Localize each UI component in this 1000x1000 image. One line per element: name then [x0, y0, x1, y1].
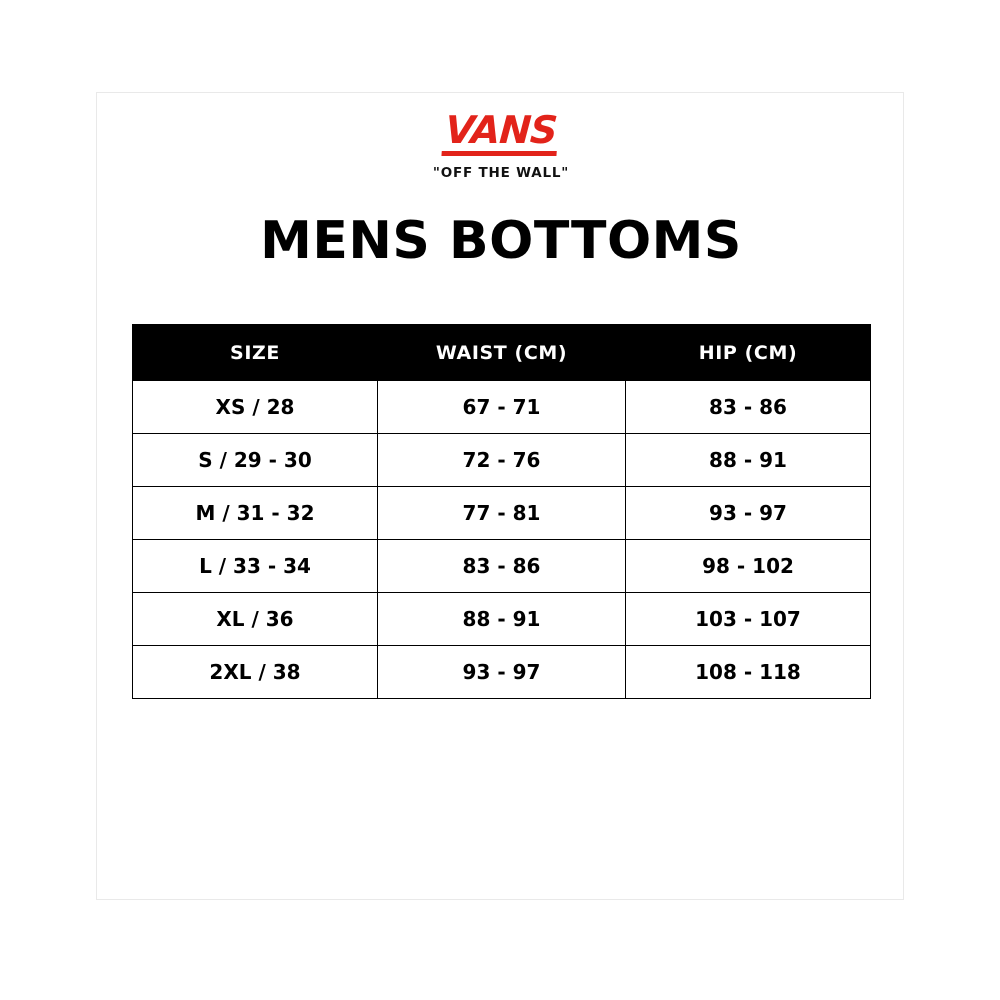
column-header-size: SIZE [133, 325, 378, 381]
brand-block [97, 108, 905, 181]
table-row [133, 434, 871, 487]
cell-waist: 72 - 76 [378, 434, 626, 487]
table-row [133, 593, 871, 646]
cell-size: L / 33 - 34 [133, 540, 378, 593]
size-table [132, 324, 871, 699]
size-chart-card [96, 92, 904, 900]
table-row [133, 487, 871, 540]
table-header-row [133, 325, 871, 381]
cell-hip: 93 - 97 [626, 487, 871, 540]
cell-hip: 108 - 118 [626, 646, 871, 699]
cell-hip: 83 - 86 [626, 381, 871, 434]
cell-waist: 88 - 91 [378, 593, 626, 646]
page-title: MENS BOTTOMS [260, 211, 742, 271]
cell-size: XS / 28 [133, 381, 378, 434]
brand-tagline: "OFF THE WALL" [432, 165, 570, 181]
column-header-hip: HIP (CM) [626, 325, 871, 381]
cell-hip: 103 - 107 [626, 593, 871, 646]
cell-hip: 88 - 91 [626, 434, 871, 487]
table-row [133, 381, 871, 434]
cell-waist: 77 - 81 [378, 487, 626, 540]
cell-size: M / 31 - 32 [133, 487, 378, 540]
cell-hip: 98 - 102 [626, 540, 871, 593]
cell-waist: 67 - 71 [378, 381, 626, 434]
cell-size: 2XL / 38 [133, 646, 378, 699]
size-table-wrapper [132, 324, 870, 699]
cell-size: XL / 36 [133, 593, 378, 646]
vans-logo: VANS [442, 111, 561, 156]
cell-waist: 93 - 97 [378, 646, 626, 699]
table-row [133, 646, 871, 699]
cell-size: S / 29 - 30 [133, 434, 378, 487]
table-row [133, 540, 871, 593]
cell-waist: 83 - 86 [378, 540, 626, 593]
column-header-waist: WAIST (CM) [378, 325, 626, 381]
